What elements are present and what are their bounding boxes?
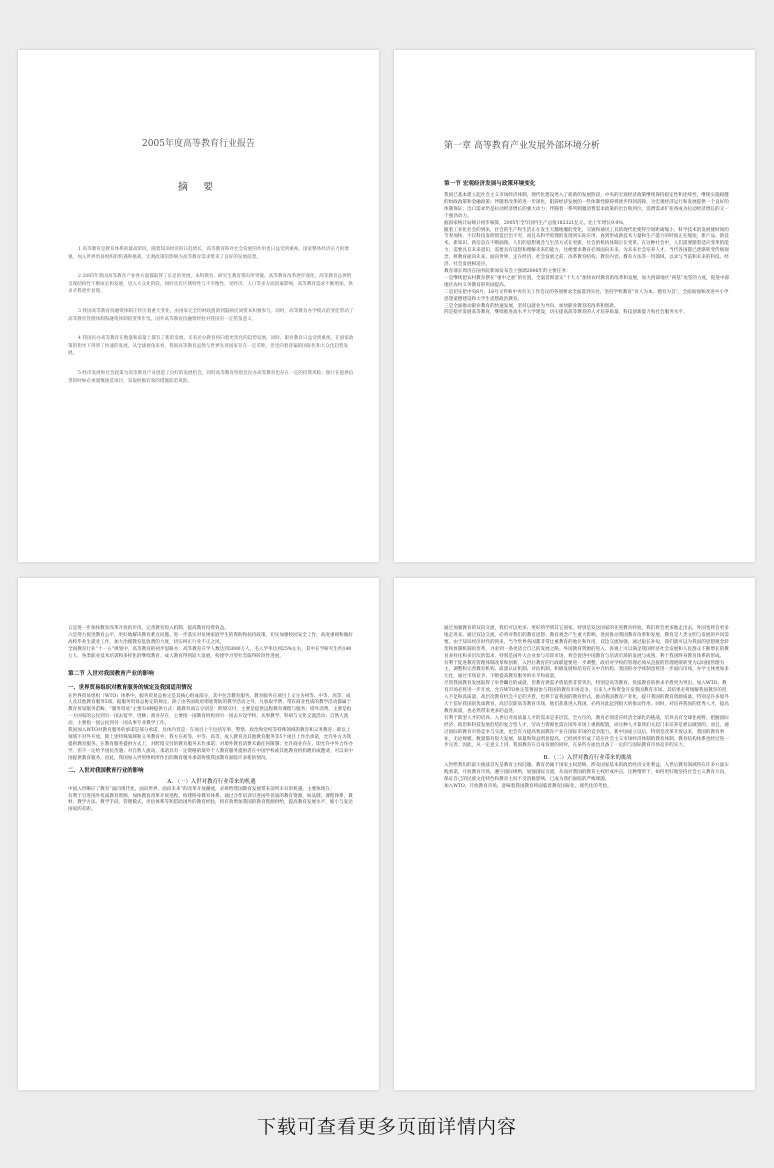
subsection-title: 一、世界贸易组织对教育服务的规定及我国适用情况: [68, 684, 192, 691]
page-content: [68, 626, 355, 814]
subsection-heading-centered: A. （一）入世对教育行业带来的机遇: [167, 778, 256, 785]
body-text: 据国家统计局统计初步核算，2005年全年国内生产总值182321亿元，比上年增长9.9%。: [444, 220, 628, 226]
body-text: 一是继续把农村教育摆在“重中之重”的位置，全面贯彻落实“十大力”加快农村教育的改革和发展，加大西部地区“两基”攻坚的力度，促进中部地区农村义务教育的巩固提高。: [444, 275, 730, 288]
body-text: 在世界贸易组织（WTO）体系中，服务贸易总协定是其核心组成部分，其中包含教育服务。教育服务在项目上又分为初等、中等、高等、成人及其他教育服务5项。据服务贸易总协定的规定，除了由各国政府彻底资助的教学活动之外，凡收取学费、带有商业性质的教学活动都属于教育贸易服务范畴。“服务贸易”主要有4种提供方式：就教育而言分别是：跨境交付，主要是提供远程教育课程与服务；境外消费，主要是指一方国家的公民到另一国去留学、进修；商业存在，主要指一国教育机构到另一国去开设学校，从事教学、科研与文化交流活动；自然人流动，主要指一国公民到另一国从事专业教学工作。: [68, 693, 352, 727]
body-text: 入世给我们的最大挑战首先是教育主权问题。教育仍属于国家主权范畴，涉及国家基本的政治经济文化利益，入世后教育领域将在许多方面实践承诺，开放教育市场，遵守国际规则，加强国际交流，从而对我国的教育主权形成冲击，这种情形下，如何更好地坚持社会主义教育方向，保证自己的民族文化特色和教育主权不受消极影响，已成为我们面临的严峻课题。: [444, 763, 729, 783]
abstract-paragraph: 5 经济发展和社会政策为高等教育产业创造了良好的发展机会，同时高等教育特别是民办高等教育也存在一定的投资风险，银行在提供信贷的时候必须谨慎挑选项目，采取积极有效的措施防范风险。: [68, 370, 354, 384]
subsection-heading-centered: B. （二）入世对教育行业带来的挑战: [543, 755, 632, 762]
subsection-title: 二、入世对我国教育行业的影响: [68, 767, 144, 774]
body-text: 尽管我国教育发展取得了举世瞩目的成就，但教育供需矛盾依然非常突出，特别是高等教育、优质教育的供求矛盾更为突出。加入WTO，教育市场必将进一步开放，允许WTO协定签署国参与我国的教育市场竞争，引来人才和资金开发我国教育市场。其结果必将缓解我国教育的投入不足和高质量、高层次教育机会不足的矛盾，也将丰富我国的教育形式，推动我国教育产业化，提升我国的教育资源质量。特别是许多境外大十倍好我国的优质教育、高层次即高等教育市场，他们获准进入我国，必将对此起到很大的推动作用。同时，对培养我国的优秀人才，提高教育质量，也必然带来更多的益处。: [444, 681, 729, 714]
body-text: 随着工业化社会的到来，社会的生产和生活正在发生天翻地覆的变化，交通和通讯工具的现代化使得空间距离缩小，科学技术的发展使时间的节奏加快，不仅科技发明创造层出不穷，而且从科学原理的发现到实际应用，再到形成新技术力量和生产能力的时间正在缩短，新产品、新技术、新知识、新信息在不断涌现。人们的思想观念与生活方式在更新，社会的机构体制正在变革。在这种社会中，人们需要随着适应变革的能力，需要具有未来意识，需要具有设想和理解未来的能力，这便要求教育必须面向未来，为未来社会培养人才。当代各国都已逐渐转变传统观念，将教育面向未来，面向世界，走在经济、社会发展之前，改革教育结构、教育内容、教育方法等一切领域，以求与当前和未来的科技、经济、社会发展相适应。: [444, 227, 729, 268]
abstract-paragraph: 4 我国民办高等教育在数量和质量上都有了新的发展，未来民办教育将向着更优化的趋势发展。同时，职业教育日益受到重视，在国家政策的指导下得到了快速的发展。从全球视角来看，我国高等教育虽然与世界先进国家存在一定差距，但也向着普遍的国际化和大众化趋势发展。: [68, 336, 354, 357]
abstract-paragraph: 1 高等教育是教育体系的最高阶段，随着知识经济的日趋增长，高等教育和对社会发展的作用也日益受到重视。国家整体经济实力的增强，加入世界贸易组织的机遇和挑战，宏观政策的影响为高等教育需求带来了良好的发展前景。: [68, 247, 349, 260]
body-text: 加入WTO，开放教育市场，意味着我国教育将面临着教育国际化、现代化的考验。: [444, 784, 612, 790]
chapter-title: 第一章 高等教育产业发展外部环境分析: [444, 141, 600, 151]
document-page-1: [18, 50, 379, 562]
document-page-4: [394, 578, 755, 1090]
body-text: 有利于引进国外优质教育资源，加快教育改革开放进程，构建终身教育体系。通过合作培训引进国外优质的教育资源，如品牌、课程体系、教材、教学方法、教学手段、管理模式、评估体系等和借助国外的教育经验，将有效增加我国的教育资源供给，提高教育发展水平，缩小与发达国家的差距。: [68, 793, 353, 813]
body-text: 我国已基本建立起社会主义市场经济体制，现代化建设进入了崭新的发展阶段，中央的宏观经济政策继续保持稳定性和连续性，继续实施稳健的财政政策和金融政策；伴随着改革的进一步深化，阻碍经济发展的一些体制性障碍将逐步得到消除，为宏观经济运行和发展提供一个良好的体制保证；出口需求仍是拉动经济增长的强大动力；伴随着一系列刺激消费需求政策的出台和到位，消费需求扩张将成为拉动经济增长的又一个强劲动力。: [444, 193, 729, 219]
body-text: 有利于促进教育管理体制改革和创新，入世后教育的行政职能要进一步调整，政府对学校的管理必须从直接的管理逐渐转变为以间接管理为主，调整和完善教育机构、质量认证机制、评估机制，积极发展和培育有关中介机构，我国的办学体制也将进一步面向市场，办学主体更加多元化，通过市场竞争，不断提高教育服务的水平和质量。: [444, 660, 729, 680]
body-text: 教育部长周济在国务院新闻发布会上强调2006年的主要任务：: [444, 268, 571, 274]
body-text: 中国入世顺应了教育“面向现代化，面向世界，面向未来”的改革开放潮流，必将给我国教育发展带来前所未有的机遇。主要体现在：: [68, 786, 335, 792]
body-text: 我国加入WTO对教育服务的承诺是部分承诺，具体内容是：在项目上不包括军事、警察、政治和党校等特殊领域的教育和义务教育；即以上领域不对外开放，除上述特殊领域和义务教育外，我方在初等、中等、高等、成人教育及其他教育服务等5个项目上作出承诺，允许外方为我提供教育服务。在教育服务提供方式上，对跨境交付的教育服务未作承诺；对境外教育消费未做任何限制；允许商业存在，即允许中外合作办学，但不一定给予国民待遇；对自然人流动，承诺具有一定资格的境外个人教育服务提供者在中国学校或其他教育机构聘用或邀请，可以来中国提供教育服务。因此，我国加入世贸组织所作出的教育服务承诺将使我国教育面临许多新的情况。: [68, 728, 353, 761]
abstract-paragraph: 2 2005年我国高等教育产业各方面都取得了长足的进展，本科教育、研究生教育都有所突破。高等教育改革逐步深化，高等教育总供给呈现结构性不断成长和发展，进入大众化阶段，同时具有区域特性与不平衡性，受经济、人口等多方面因素影响，高等教育需求不断增加，供求矛盾逐步显现。: [68, 274, 353, 295]
body-text: 五是进一步加快教育改革开放的步伐，完善教育投入机制，提高教育投资效益。: [68, 626, 229, 631]
body-text: 四是稳步发展高等教育，继续推进高水平大学建设，切实提高高等教育的人才培养质量、科技创新能力和社会服务水平。: [444, 310, 688, 316]
document-page-3: [18, 578, 379, 1090]
body-text: 有利于新型人才的培养。入世后对高质量人才的需求是多层次、全方位的，教育必须适应经济全球化的挑战，培养具有全球化视野、把握国际经济、政治和科技发展趋势的复合型人才，劳动力资源也需在国外市场上重新配置，而这种人才靠我们关起门来培养是难以做到的。而且，通过国际的教育市场竞争与交流，也会有力提高我国教育产业在国际市场的竞争能力。新中国成立以后，特别是改革开放以来，我国的教育事业，无论规模、数量都有很大发展，质量和效益明显提高，已经初步形成了适应社会主义市场经济体制的教育体制，教育结构体系也经过进一步完善。因此，从一定意义上讲，我国教育在自身发展的同时，在某些方面也具备了一定的与国际教育市场竞争的实力。: [444, 715, 729, 749]
abstract-heading: 摘 要: [177, 182, 220, 193]
body-text: 六是努力促进教育公平，更好地解决教育难点问题。进一步落实对贫困家庭学生的资助和扶持政策，切实加强校园安全工作，高度重视和做好高校毕业生就业工作，加大治理教育乱收费的力度，切实纠正行业不正之风。: [68, 632, 353, 645]
page-content: [444, 626, 731, 791]
body-text: 全国教育行业“十一五”规划中，高等教育的初步思路为：高等教育在学人数达到3000万人，毛入学率达到25%左右，其中在学研究生约140万人，各类职业技术培训和多样化的继续教育、成人教育得到较大发展，构建学习型社会取得阶段性进展。: [68, 646, 352, 659]
document-page-2: [394, 50, 755, 562]
body-text: 三是全面推动职业教育的快速发展，坚持以就业为导向，加快职业教育的改革和创新。: [444, 303, 619, 309]
report-title: 2005年度高等教育行业报告: [142, 139, 255, 149]
chapter-content: [444, 138, 731, 317]
body-text: 二是切实把中央8号、16号文件和中央有关工作会议的各项要求全面落到实处，坚持学校教育“育人为本、德育为首”，全面加强和改进中小学思想道德建设和大学生思想政治教育。: [444, 289, 729, 302]
body-text: 通过加强教育的双向交流，我们可以更多、更好的学到其它国家，特别是发达国家的先进教育经验。我们将会更多地走出去，外国也将会更多地走进来。通过双边交流，必将对我们的教育思想、教育观念产生重大影响，进而推动我国教育改革和发展，教育是人类文明与发展的共同需要。由于知识经济时代的到来，当今世界各国都非常注重教育的地位和作用，双边交流加强，通过取长补短，我们就可以为我国的思想观念转变和体制机制的变革，寻求到一条更适合自己的发展之路。外国教育资源的进入，客观上可以满足我国经济社会发展和人民群众不断增长的教育多样化和多层次的需求，特别是国外大企业参与培训市场，将会促进中国教育与培训市场的发展与成熟，利于我国终身教育体系的形成。: [444, 626, 729, 659]
abstract-paragraph: 3 我国高等教育投融资体制正经历着重大变化，由国家完全的财政拨款到鼓励民间资本积极参与。同时，高等教育办学模式的变化带动了高等教育管理体制和融资体制的变革步伐。国外高等教育投融资经验对我国有一定借鉴意义。: [68, 308, 354, 322]
abstract-body: [68, 246, 355, 397]
download-more-caption: 下载可查看更多页面详情内容: [256, 1116, 517, 1138]
section-title: 第一节 宏观经济发展与政策环境变化: [444, 181, 536, 187]
section-title: 第二节 入世对我国教育产业的影响: [68, 670, 154, 677]
